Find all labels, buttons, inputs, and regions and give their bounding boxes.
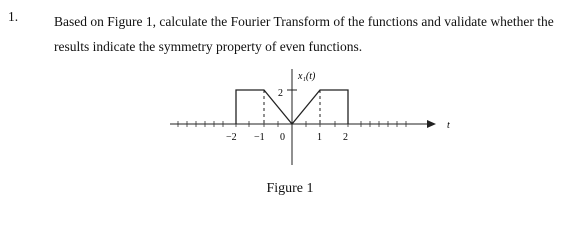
x-tick-label-0: 0 [280, 132, 285, 143]
x-tick-label-2: 2 [343, 132, 348, 143]
x-tick-label-neg2: −2 [226, 132, 237, 143]
y-tick-label: 2 [278, 88, 283, 99]
question-number: 1. [8, 9, 19, 24]
question-text: Based on Figure 1, calculate the Fourier Transform of the functions and validate whether the results indicate the symmetry property of even functions. [54, 14, 554, 54]
y-axis-label: x₁(t) [298, 71, 316, 82]
figure-caption: Figure 1 [266, 181, 314, 196]
x-tick-label-neg1: −1 [254, 132, 265, 143]
x-tick-label-1: 1 [317, 132, 322, 143]
t-axis-arrow-icon [427, 120, 436, 128]
t-axis-label: t [447, 120, 450, 131]
